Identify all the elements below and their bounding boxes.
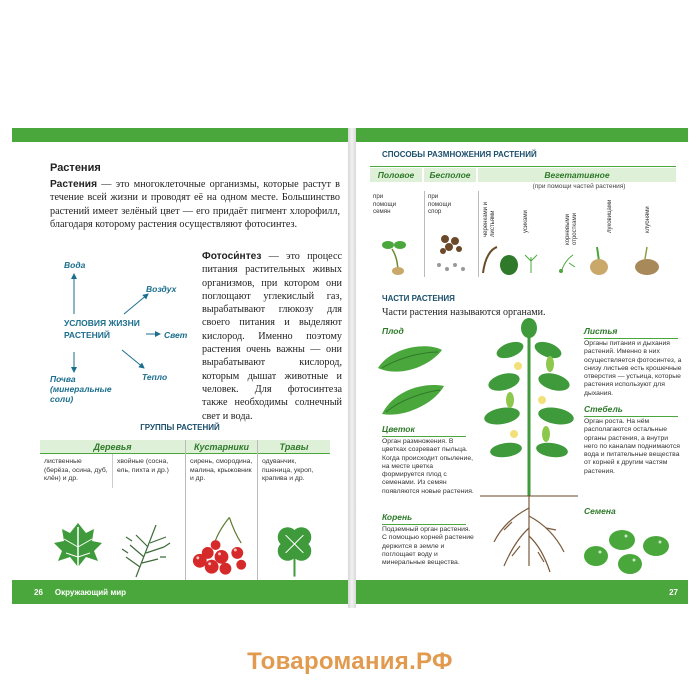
flower-description: Орган размножения. В цветках созревает пыльца. Когда происходит опыление, на месте цветка формируется плод с семенами. Из семян появляются новые растения. bbox=[382, 438, 474, 495]
intro-text: — это многоклеточные организмы, которые растут в течение всей жизни и проводят её на одном месте. Большинство растений имеет зелёный цвет — его придаёт пигмент хлорофилл, благодаря которому растения осуществляют фотосинтез. bbox=[50, 179, 340, 230]
clover-icon bbox=[258, 507, 330, 585]
book-spine bbox=[348, 128, 356, 608]
intro-term: Растения bbox=[50, 179, 98, 190]
flower-divider bbox=[382, 436, 466, 437]
group-trees bbox=[40, 440, 185, 585]
group-trees-head: Деревья bbox=[40, 440, 185, 454]
veg-method-tendrils: усиками bbox=[523, 210, 529, 233]
root-divider bbox=[382, 524, 466, 525]
diagram-center: УСЛОВИЯ ЖИЗНИ РАСТЕНИЙ bbox=[64, 318, 140, 340]
photosynthesis-paragraph bbox=[202, 250, 342, 423]
watermark: Товаромания.РФ bbox=[247, 648, 453, 675]
leaves-divider bbox=[584, 338, 678, 339]
left-page-number: 26 bbox=[34, 587, 43, 597]
stem-divider bbox=[584, 416, 678, 417]
vegetative-subtitle: (при помощи частей растения) bbox=[532, 183, 626, 190]
veg-method-bulbs: луковицами bbox=[607, 199, 613, 233]
tree-leaves-icon bbox=[40, 507, 185, 585]
part-label-fruit: Плод bbox=[382, 326, 404, 336]
parts-subtitle: Части растения называются органами. bbox=[382, 307, 546, 318]
spores-text: при помощи спор bbox=[428, 193, 452, 215]
seeds-text: при помощи семян bbox=[373, 193, 397, 215]
group-shrubs-head: Кустарники bbox=[186, 440, 257, 454]
seeds-icon bbox=[580, 520, 676, 580]
intro-paragraph bbox=[50, 178, 340, 231]
condition-warmth: Тепло bbox=[142, 372, 168, 382]
condition-water: Вода bbox=[64, 260, 86, 270]
life-conditions-diagram bbox=[42, 242, 192, 412]
group-shrubs-desc: сирень, смородина, малина, крыжовник и др. bbox=[190, 458, 253, 482]
photosynthesis-term: Фотоси́нтез bbox=[202, 251, 262, 262]
repro-spores bbox=[424, 191, 478, 277]
root-description: Подземный орган растения. С помощью корней растение держится в земле и поглощает воду и минеральные вещества. bbox=[382, 526, 474, 567]
veg-method-cuttings: черенками и листьями bbox=[483, 201, 496, 237]
pea-pods-icon bbox=[372, 338, 452, 422]
group-trees-desc-1: лиственные (берёза, осина, дуб, клён) и др. bbox=[44, 458, 108, 482]
spores-icon bbox=[425, 225, 479, 277]
book-spread bbox=[12, 128, 688, 608]
parts-title: ЧАСТИ РАСТЕНИЯ bbox=[382, 294, 455, 303]
part-label-stem: Стебель bbox=[584, 404, 623, 414]
repro-title: СПОСОБЫ РАЗМНОЖЕНИЯ РАСТЕНИЙ bbox=[382, 150, 537, 159]
group-grasses-desc: одуванчик, пшеница, укроп, крапива и др. bbox=[262, 458, 314, 482]
berries-icon bbox=[186, 507, 257, 585]
condition-soil: Почва (минеральные соли) bbox=[50, 374, 112, 404]
photosynthesis-text: — это процесс питания растительных живых организмов, при котором они поглощают углекислый газ, вырабатывают глюкозу для своего питания и выделяют кислород. Именно поэтому растения очень важны — они вырабатывают кислород, которым дышат животные и человек. Для фотосинтеза также необходимы солнечный свет и вода. bbox=[202, 251, 342, 422]
repro-head-asexual: Бесполое bbox=[424, 168, 476, 182]
condition-air: Воздух bbox=[146, 284, 177, 294]
part-label-seeds: Семена bbox=[584, 506, 616, 516]
right-footer bbox=[356, 580, 688, 604]
group-grasses bbox=[257, 440, 330, 585]
part-label-root: Корень bbox=[382, 512, 413, 522]
left-page-top-bar bbox=[12, 128, 348, 142]
stem-description: Орган роста. На нём располагаются остальные органы растения, а внутри него по каналам поднимаются вода и питательные вещества от корней к другим частям растения. bbox=[584, 418, 680, 475]
repro-head-vegetative: Вегетативное bbox=[478, 168, 676, 182]
sprout-icon bbox=[370, 227, 424, 277]
groups-title: ГРУППЫ РАСТЕНИЙ bbox=[140, 423, 220, 432]
repro-head-sexual: Половое bbox=[370, 168, 422, 182]
group-grasses-head: Травы bbox=[258, 440, 330, 454]
right-page-top-bar bbox=[356, 128, 688, 142]
left-page bbox=[12, 142, 348, 594]
repro-vegetative bbox=[478, 191, 676, 277]
left-footer-title: Окружающий мир bbox=[54, 587, 127, 597]
plant-groups-table bbox=[40, 440, 330, 590]
part-label-flower: Цветок bbox=[382, 424, 415, 434]
plant-illustration bbox=[474, 316, 584, 584]
right-page-number: 27 bbox=[669, 587, 678, 597]
group-shrubs bbox=[185, 440, 257, 585]
condition-light: Свет bbox=[164, 330, 188, 340]
part-label-leaves: Листья bbox=[584, 326, 618, 336]
reproduction-table bbox=[370, 166, 676, 276]
left-footer bbox=[12, 580, 348, 604]
right-page bbox=[356, 142, 688, 594]
veg-method-root-shoots: корневыми отростками bbox=[565, 213, 578, 245]
leaves-description: Органы питания и дыхания растений. Именно в них осуществляется фотосинтез, а снизу листьев есть крошечные отверстия — устьица, которые растения используют для дыхания. bbox=[584, 340, 682, 397]
page-heading: Растения bbox=[50, 162, 101, 174]
group-trees-desc-2: хвойные (сосна, ель, пихта и др.) bbox=[112, 454, 184, 488]
repro-seeds bbox=[370, 191, 424, 277]
vegetative-icons bbox=[479, 237, 677, 277]
veg-method-tubers: клубнями bbox=[645, 206, 651, 233]
